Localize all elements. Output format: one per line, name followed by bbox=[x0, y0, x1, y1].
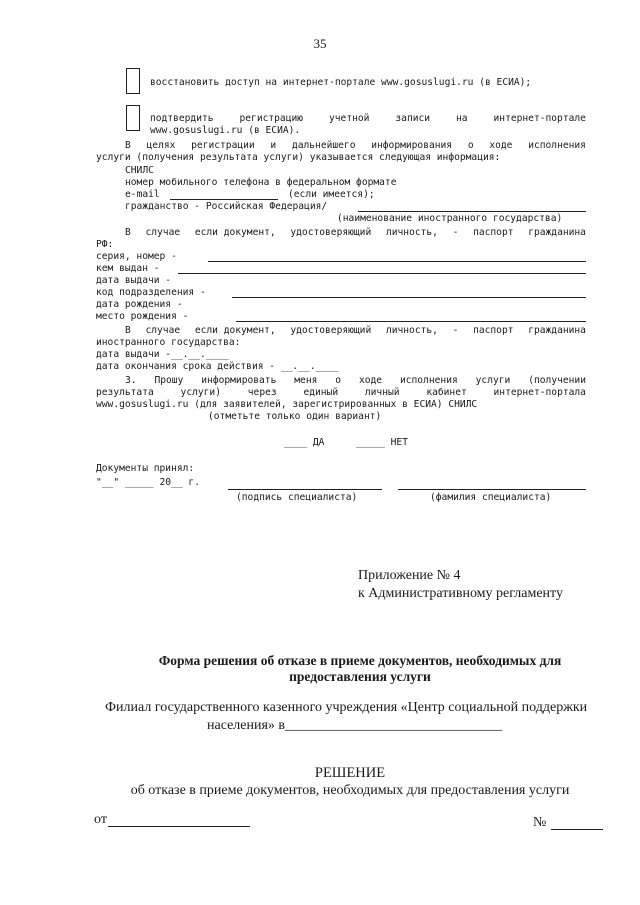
notify-line1 bbox=[125, 375, 586, 387]
word: - bbox=[452, 227, 459, 238]
word: кабинет bbox=[426, 387, 467, 398]
issued-by-label: кем выдан - bbox=[96, 263, 160, 274]
checkbox-confirm-registration[interactable] bbox=[126, 105, 140, 131]
word: личность, bbox=[385, 325, 438, 336]
foreign-passport-line2: иностранного государства: bbox=[96, 337, 241, 348]
option-restore-access-text: восстановить доступ на интернет-портале www.gosuslugi.ru (в ЕСИА); bbox=[150, 77, 532, 88]
word: ходе bbox=[489, 140, 513, 151]
birth-place-field[interactable] bbox=[236, 321, 586, 322]
word: ходе bbox=[358, 375, 383, 386]
form-title-line1: Форма решения об отказе в приеме документов, необходимых для bbox=[158, 653, 562, 668]
word: меня bbox=[294, 375, 318, 386]
word: исполнения bbox=[528, 140, 586, 151]
foreign-issue-date[interactable]: дата выдачи -__.__.____ bbox=[96, 349, 229, 360]
signature-line[interactable] bbox=[228, 489, 382, 490]
foreign-state-field[interactable] bbox=[358, 211, 586, 212]
word: единый bbox=[303, 387, 339, 398]
signature-note: (подпись специалиста) bbox=[236, 492, 358, 503]
word: записи bbox=[395, 113, 431, 124]
word: случае bbox=[145, 325, 181, 336]
word: интернет-портале bbox=[493, 113, 586, 124]
number-field[interactable] bbox=[551, 829, 603, 830]
word: учетной bbox=[329, 113, 370, 124]
word: В bbox=[125, 227, 131, 238]
word: регистрации bbox=[191, 140, 255, 151]
word: если документ, bbox=[194, 325, 276, 336]
word: целях bbox=[146, 140, 176, 151]
word: услуги bbox=[475, 375, 511, 386]
registration-paragraph-line1 bbox=[125, 140, 586, 152]
word: личный bbox=[364, 387, 400, 398]
page-number: 35 bbox=[313, 36, 327, 51]
word: дальнейшего bbox=[291, 140, 356, 151]
word: паспорт bbox=[473, 227, 514, 238]
word: результата bbox=[96, 387, 154, 398]
snils-label: СНИЛС bbox=[125, 165, 154, 176]
foreign-expiry-date[interactable]: дата окончания срока действия - __.__.____ bbox=[96, 361, 339, 372]
word: (получении bbox=[528, 375, 586, 386]
series-field[interactable] bbox=[208, 261, 586, 262]
number-label: № bbox=[533, 815, 547, 830]
dept-code-label: код подразделения - bbox=[96, 287, 206, 298]
appendix-reference: к Административному регламенту bbox=[358, 586, 563, 601]
foreign-state-note: (наименование иностранного государства) bbox=[337, 213, 563, 224]
word: Прошу bbox=[154, 375, 184, 386]
word: информирования bbox=[371, 140, 453, 151]
word: и bbox=[270, 140, 277, 151]
surname-note: (фамилия специалиста) bbox=[430, 492, 552, 503]
word: на bbox=[456, 113, 468, 124]
registration-paragraph-line2: услуги (получения результата услуги) указывается следующая информация: bbox=[96, 152, 501, 163]
documents-accepted-label: Документы принял: bbox=[96, 463, 195, 474]
option-confirm-registration-line2: www.gosuslugi.ru (в ЕСИА). bbox=[150, 125, 301, 136]
decision-title: РЕШЕНИЕ bbox=[314, 765, 386, 781]
word: услуги) bbox=[180, 387, 221, 398]
word: В bbox=[125, 140, 131, 151]
from-label: от bbox=[94, 812, 107, 827]
institution-line1: Филиал государственного казенного учреждения «Центр социальной поддержки bbox=[105, 700, 588, 715]
decision-subtitle: об отказе в приеме документов, необходимых для предоставления услуги bbox=[130, 783, 570, 798]
checkbox-restore-access[interactable] bbox=[126, 68, 140, 94]
word: удостоверяющий bbox=[290, 227, 372, 238]
word: через bbox=[247, 387, 277, 398]
email-field[interactable] bbox=[170, 199, 278, 200]
word: гражданина bbox=[528, 325, 586, 336]
issued-by-field[interactable] bbox=[178, 273, 586, 274]
from-date-field[interactable] bbox=[108, 826, 250, 827]
no-option[interactable]: _____ НЕТ bbox=[356, 437, 408, 448]
word: удостоверяющий bbox=[290, 325, 372, 336]
appendix-number: Приложение № 4 bbox=[358, 568, 461, 583]
citizenship-label: гражданство - Российская Федерация/ bbox=[125, 201, 328, 212]
word: паспорт bbox=[473, 325, 514, 336]
word: интернет-портала bbox=[493, 387, 586, 398]
notify-line3: www.gosuslugi.ru (для заявителей, зарегистрированных в ЕСИА) СНИЛС bbox=[96, 399, 478, 410]
foreign-passport-line1 bbox=[125, 325, 586, 337]
word: В bbox=[125, 325, 131, 336]
birth-place-label: место рождения - bbox=[96, 311, 189, 322]
word: гражданина bbox=[528, 227, 586, 238]
word: если документ, bbox=[194, 227, 276, 238]
word: о bbox=[467, 140, 474, 151]
rf-passport-line2: РФ: bbox=[96, 239, 114, 250]
notify-line2 bbox=[96, 387, 586, 399]
form-title-line2: предоставления услуги bbox=[289, 669, 431, 684]
word: исполнения bbox=[399, 375, 458, 386]
surname-line[interactable] bbox=[398, 489, 586, 490]
dept-code-field[interactable] bbox=[232, 297, 586, 298]
notify-hint: (отметьте только один вариант) bbox=[208, 411, 382, 422]
yes-option[interactable]: ____ ДА bbox=[284, 437, 325, 448]
word: подтвердить bbox=[150, 113, 214, 124]
option-confirm-registration-line1 bbox=[150, 113, 586, 125]
word: регистрацию bbox=[239, 113, 304, 124]
email-label: e-mail bbox=[125, 189, 160, 200]
issue-date-label: дата выдачи - bbox=[96, 275, 172, 286]
word: случае bbox=[145, 227, 181, 238]
rf-passport-line1 bbox=[125, 227, 586, 239]
word: личность, bbox=[385, 227, 438, 238]
phone-label: номер мобильного телефона в федеральном формате bbox=[125, 177, 397, 188]
accepted-date[interactable]: "__" _____ 20__ г. bbox=[96, 477, 200, 488]
series-label: серия, номер - bbox=[96, 251, 177, 262]
word: о bbox=[335, 375, 342, 386]
word: - bbox=[452, 325, 459, 336]
email-note: (если имеется); bbox=[288, 189, 375, 200]
word: информировать bbox=[201, 375, 277, 386]
word: 3. bbox=[125, 375, 137, 386]
birth-date-label: дата рождения - bbox=[96, 299, 183, 310]
institution-line2[interactable]: населения» в_______________________________ bbox=[207, 718, 503, 733]
